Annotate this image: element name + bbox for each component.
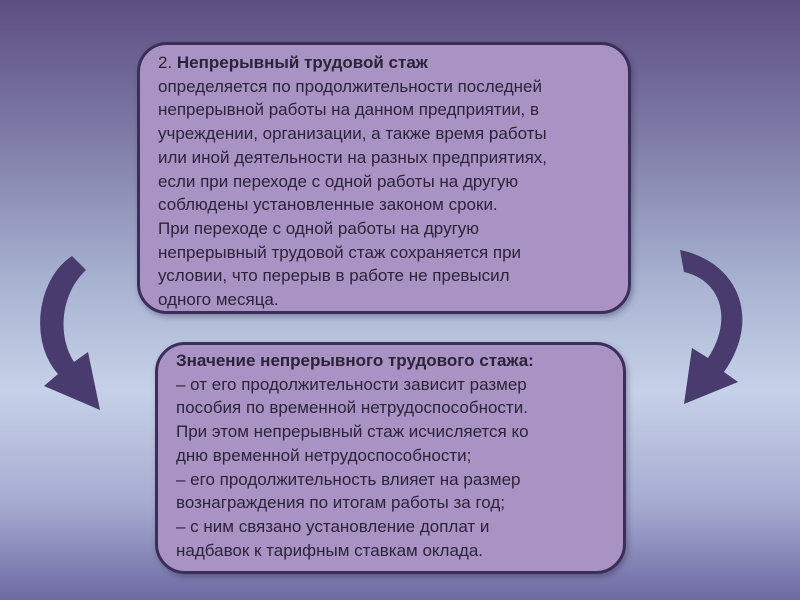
block1-line: соблюдены установленные законом сроки.	[158, 195, 498, 215]
block2-line: дню временной нетрудоспособности;	[176, 445, 472, 465]
block1-line: одного месяца.	[158, 290, 279, 310]
block2-line: пособия по временной нетрудоспособности.	[176, 398, 528, 418]
block1-line: При переходе с одной работы на другую	[158, 218, 480, 238]
block2-line: вознаграждения по итогам работы за год;	[176, 493, 506, 513]
block1-line: учреждении, организации, а также время работы	[158, 124, 547, 144]
left-curved-arrow-icon	[40, 256, 100, 410]
block1-title: 2. Непрерывный трудовой стаж	[158, 53, 428, 72]
continuous-service-definition-box	[137, 42, 631, 314]
block2-title: Значение непрерывного трудового стажа:	[176, 351, 534, 370]
block2-line: надбавок к тарифным ставкам оклада.	[176, 540, 483, 560]
block1-line: определяется по продолжительности последней	[158, 76, 542, 96]
continuous-service-importance-box	[155, 342, 626, 574]
block2-line: – его продолжительность влияет на размер	[176, 469, 521, 489]
block2-line: – от его продолжительности зависит размер	[176, 374, 527, 394]
block1-line: условии, что перерыв в работе не превысил	[158, 266, 510, 286]
block2-line: При этом непрерывный стаж исчисляется ко	[176, 422, 529, 442]
block1-line: непрерывный трудовой стаж сохраняется при	[158, 242, 522, 262]
block2-line: – с ним связано установление доплат и	[176, 516, 490, 536]
block1-line: непрерывной работы на данном предприятии, в	[158, 100, 540, 120]
right-curved-arrow-icon	[680, 250, 742, 404]
block1-line: если при переходе с одной работы на другую	[158, 171, 519, 191]
block1-line: или иной деятельности на разных предприятиях,	[158, 147, 548, 167]
